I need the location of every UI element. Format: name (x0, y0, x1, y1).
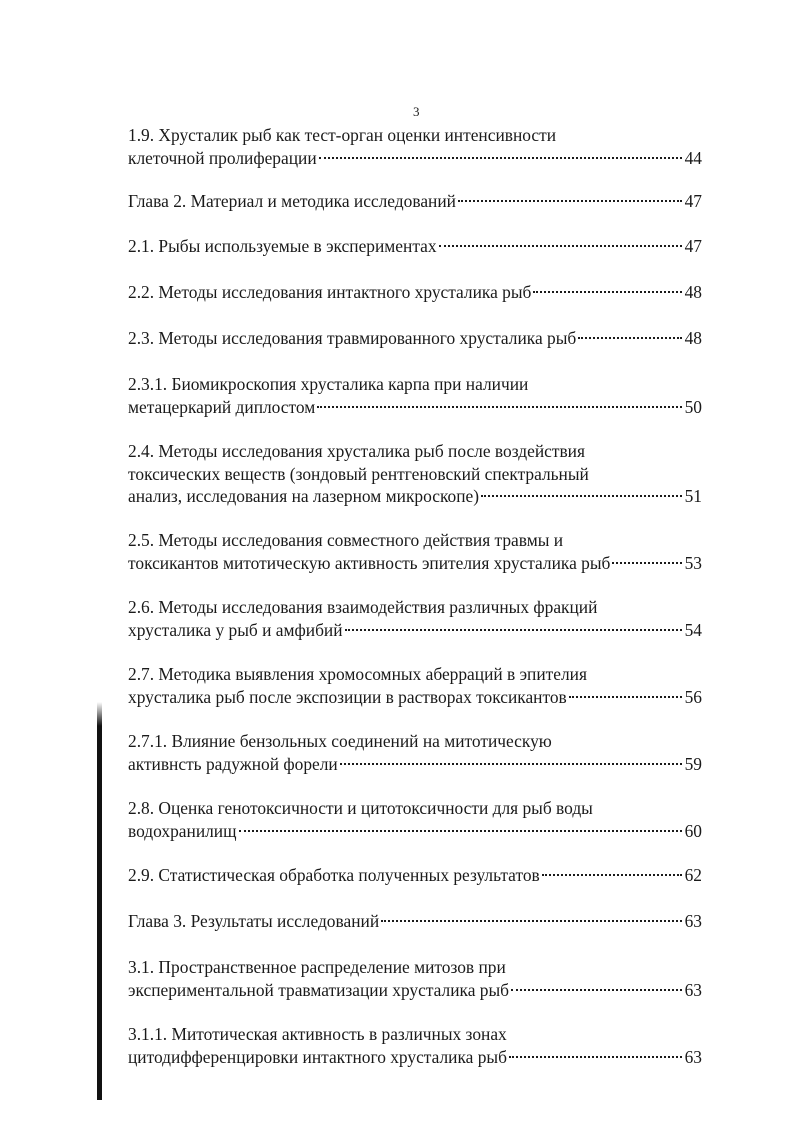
toc-entry-line: анализ, исследования на лазерном микроскопе) (128, 486, 480, 506)
toc-entry (128, 529, 702, 574)
dot-leader (511, 989, 682, 991)
toc-entry-line: водохранилищ (128, 820, 237, 841)
toc-page-number: 59 (684, 753, 702, 774)
toc-entry (128, 663, 702, 708)
toc-entry-line: 2.1. Рыбы используемые в экспериментах (128, 236, 437, 256)
toc-page-number: 51 (684, 486, 702, 506)
toc-page-number: 48 (684, 282, 702, 302)
toc-entry (128, 730, 702, 775)
dot-leader (533, 291, 681, 293)
toc-entry-line: Глава 3. Результаты исследований (128, 911, 380, 931)
toc-page-number: 63 (684, 979, 702, 1000)
toc-entry (128, 910, 702, 933)
dot-leader (381, 920, 681, 922)
toc-entry-line: 2.2. Методы исследования интактного хрусталика рыб (128, 282, 532, 302)
toc-page-number: 62 (684, 865, 702, 885)
toc-entry-line: 2.7. Методика выявления хромосомных аберраций в эпителия (128, 664, 587, 684)
dot-leader (509, 1056, 682, 1058)
toc-entry-line: 2.3.1. Биомикроскопия хрусталика карпа при наличии (128, 374, 529, 394)
toc-entry-line: 2.9. Статистическая обработка полученных результатов (128, 865, 540, 885)
toc-entry (128, 190, 702, 213)
toc-entry-line: 2.8. Оценка генотоксичности и цитотоксичности для рыб воды (128, 798, 593, 818)
toc-entry (128, 596, 702, 641)
toc-entry-line: экспериментальной травматизации хрусталика рыб (128, 979, 509, 1000)
toc-page-number: 53 (684, 552, 702, 573)
toc-entry (128, 327, 702, 350)
dot-leader (239, 830, 682, 832)
toc-entry (128, 235, 702, 258)
toc-page-number: 63 (684, 911, 702, 931)
toc-entry-line: 2.3. Методы исследования травмированного хрусталика рыб (128, 328, 577, 348)
dot-leader (317, 406, 681, 408)
toc-entry (128, 281, 702, 304)
toc-entry-line: 3.1. Пространственное распределение митозов при (128, 957, 506, 977)
toc-page-number: 56 (684, 686, 702, 707)
toc-page-number: 44 (684, 147, 702, 168)
toc-entry-line: цитодифференцировки интактного хрусталика рыб (128, 1046, 507, 1067)
toc-entry-line: токсических веществ (зондовый рентгеновский спектральный (128, 463, 589, 484)
dot-leader (340, 763, 682, 765)
toc-entry (128, 797, 702, 842)
toc-entry-line: хрусталика у рыб и амфибий (128, 619, 343, 640)
toc-page-number: 50 (684, 396, 702, 417)
scan-edge-shadow-fade (97, 702, 102, 726)
toc-entry-line: токсикантов митотическую активность эпителия хрусталика рыб (128, 552, 611, 573)
dot-leader (458, 200, 682, 202)
dot-leader (578, 337, 681, 339)
toc-entry-line: Глава 2. Материал и методика исследований (128, 191, 456, 211)
dot-leader (481, 495, 682, 497)
toc-entry-line: 3.1.1. Митотическая активность в различных зонах (128, 1024, 507, 1044)
toc-entry-line: активнсть радужной форели (128, 753, 338, 774)
toc-entry-line: 2.5. Методы исследования совместного действия травмы и (128, 530, 564, 550)
dot-leader (345, 629, 682, 631)
toc-page-number: 47 (684, 191, 702, 211)
toc-entry-line: 2.4. Методы исследования хрусталика рыб после воздействия (128, 441, 585, 461)
toc-entry (128, 440, 702, 508)
scan-edge-shadow (97, 702, 102, 1100)
toc-entry (128, 864, 702, 887)
dot-leader (542, 874, 682, 876)
toc-page-number: 54 (684, 619, 702, 640)
dot-leader (319, 157, 682, 159)
toc-page-number: 60 (684, 820, 702, 841)
toc-entry (128, 956, 702, 1001)
dot-leader (569, 696, 682, 698)
toc-entry (128, 1023, 702, 1068)
toc-entry (128, 124, 702, 169)
toc-page-number: 47 (684, 236, 702, 256)
dot-leader (612, 562, 681, 564)
toc-entry-line: 2.7.1. Влияние бензольных соединений на митотическую (128, 731, 552, 751)
toc-entry-line: метацеркарий диплостом (128, 396, 316, 417)
toc-entry-line: 2.6. Методы исследования взаимодействия различных фракций (128, 597, 598, 617)
toc-entry-line: хрусталика рыб после экспозиции в растворах токсикантов (128, 686, 567, 707)
toc-entry-line: клеточной пролиферации (128, 147, 317, 168)
page-number: 3 (413, 104, 420, 119)
toc-page-number: 63 (684, 1046, 702, 1067)
dot-leader (439, 245, 682, 247)
toc-page-number: 48 (684, 328, 702, 348)
toc-entry (128, 373, 702, 418)
toc-entry-line: 1.9. Хрусталик рыб как тест-орган оценки интенсивности (128, 125, 557, 145)
